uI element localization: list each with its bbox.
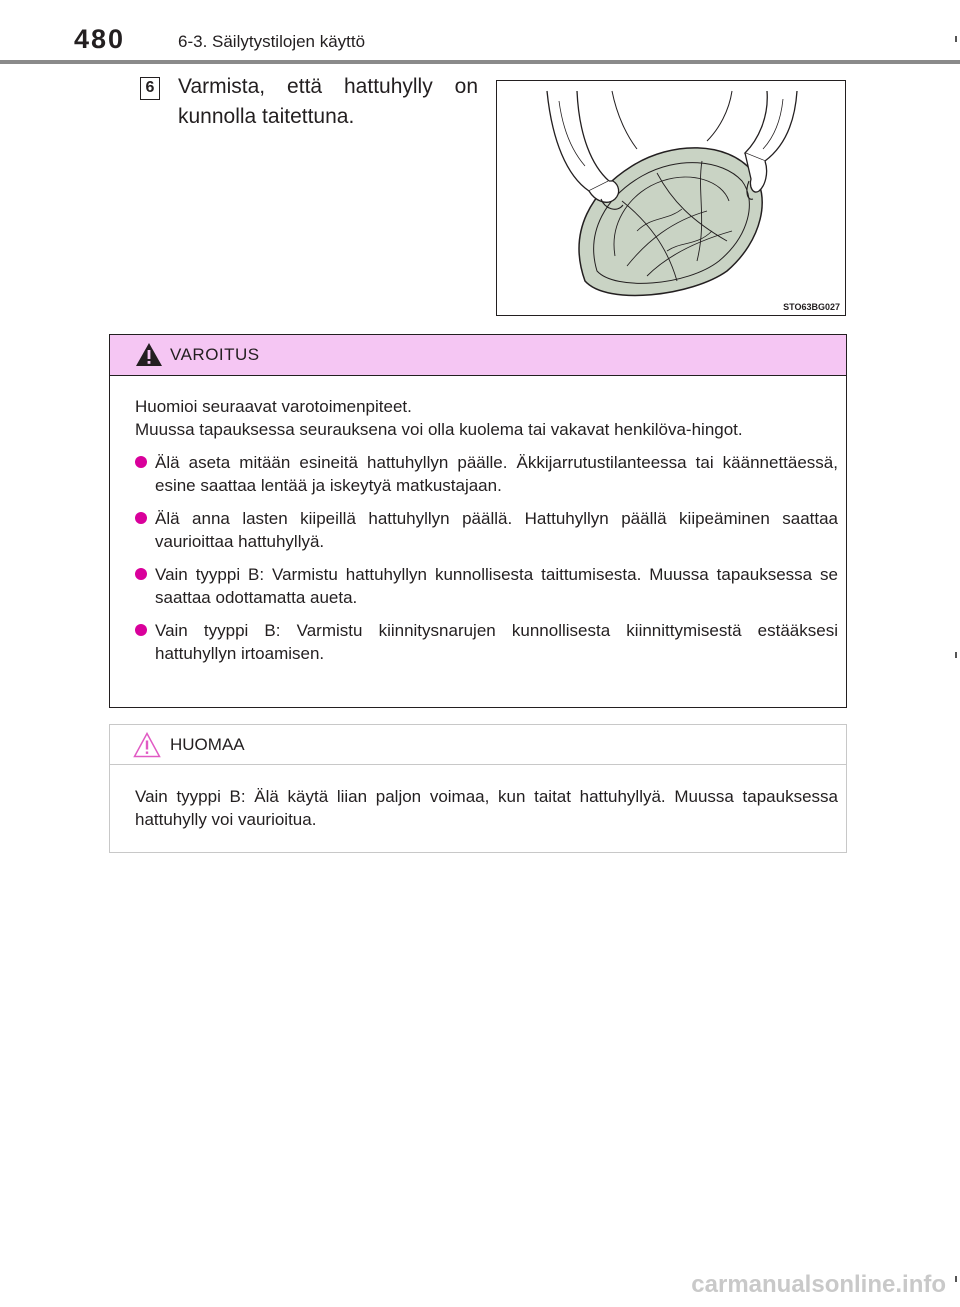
bullet-dot-icon: [135, 568, 147, 580]
warning-triangle-icon: [135, 342, 163, 372]
section-title: 6-3. Säilytystilojen käyttö: [178, 32, 366, 51]
hands-folding-hat-shelf-illustration: [497, 81, 845, 315]
caution-triangle-icon: [133, 732, 161, 763]
list-item-text: Älä anna lasten kiipeillä hattuhyllyn päällä. Hattuhyllyn päällä kiipeäminen saattaa vaurioittaa hattuhyllyä.: [155, 509, 838, 551]
notice-title: HUOMAA: [170, 735, 245, 754]
list-item-text: Vain tyyppi B: Varmistu hattuhyllyn kunnollisesta taittumisesta. Muussa tapauksessa se saattaa odottamatta aueta.: [155, 565, 838, 607]
header-rule: [0, 60, 960, 64]
warning-body: [110, 376, 846, 665]
list-item: [135, 563, 838, 609]
list-item: [135, 619, 838, 665]
page-number: 480: [74, 24, 126, 54]
step-badge: 6: [140, 77, 160, 100]
figure-id: STO63BG027: [783, 302, 840, 312]
notice-header: [110, 725, 846, 765]
notice-text: Vain tyyppi B: Älä käytä liian paljon voimaa, kun taitat hattuhyllyä. Muussa tapauksessa hattuhylly voi vaurioitua.: [135, 787, 838, 829]
bullet-dot-icon: [135, 624, 147, 636]
warning-title: VAROITUS: [170, 345, 260, 364]
list-item: [135, 507, 838, 553]
list-item-text: Vain tyyppi B: Varmistu kiinnitysnarujen kunnollisesta kiinnittymisestä estääksesi hattuhyllyn irtoamisen.: [155, 621, 838, 663]
bullet-dot-icon: [135, 512, 147, 524]
notice-box: [109, 724, 847, 853]
warning-consequence: Muussa tapauksessa seurauksena voi olla kuolema tai vakavat henkilöva-hingot.: [135, 420, 743, 439]
warning-intro: Huomioi seuraavat varotoimenpiteet.: [135, 397, 412, 416]
figure: [496, 80, 846, 316]
list-item-text: Älä aseta mitään esineitä hattuhyllyn päälle. Äkkijarrutustilanteessa tai käännettäessä, esine saattaa lentää ja iskeytyä matkustajaan.: [155, 453, 838, 495]
warning-box: [109, 334, 847, 708]
edge-tick: [955, 652, 957, 658]
notice-body: [110, 765, 846, 831]
edge-tick: [955, 36, 957, 42]
edge-tick: [955, 1276, 957, 1282]
list-item: [135, 451, 838, 497]
warning-header: [110, 335, 846, 376]
step-text: Varmista, että hattuhylly on kunnolla taitettuna.: [178, 75, 478, 128]
watermark: carmanualsonline.info: [691, 1271, 946, 1298]
bullet-dot-icon: [135, 456, 147, 468]
